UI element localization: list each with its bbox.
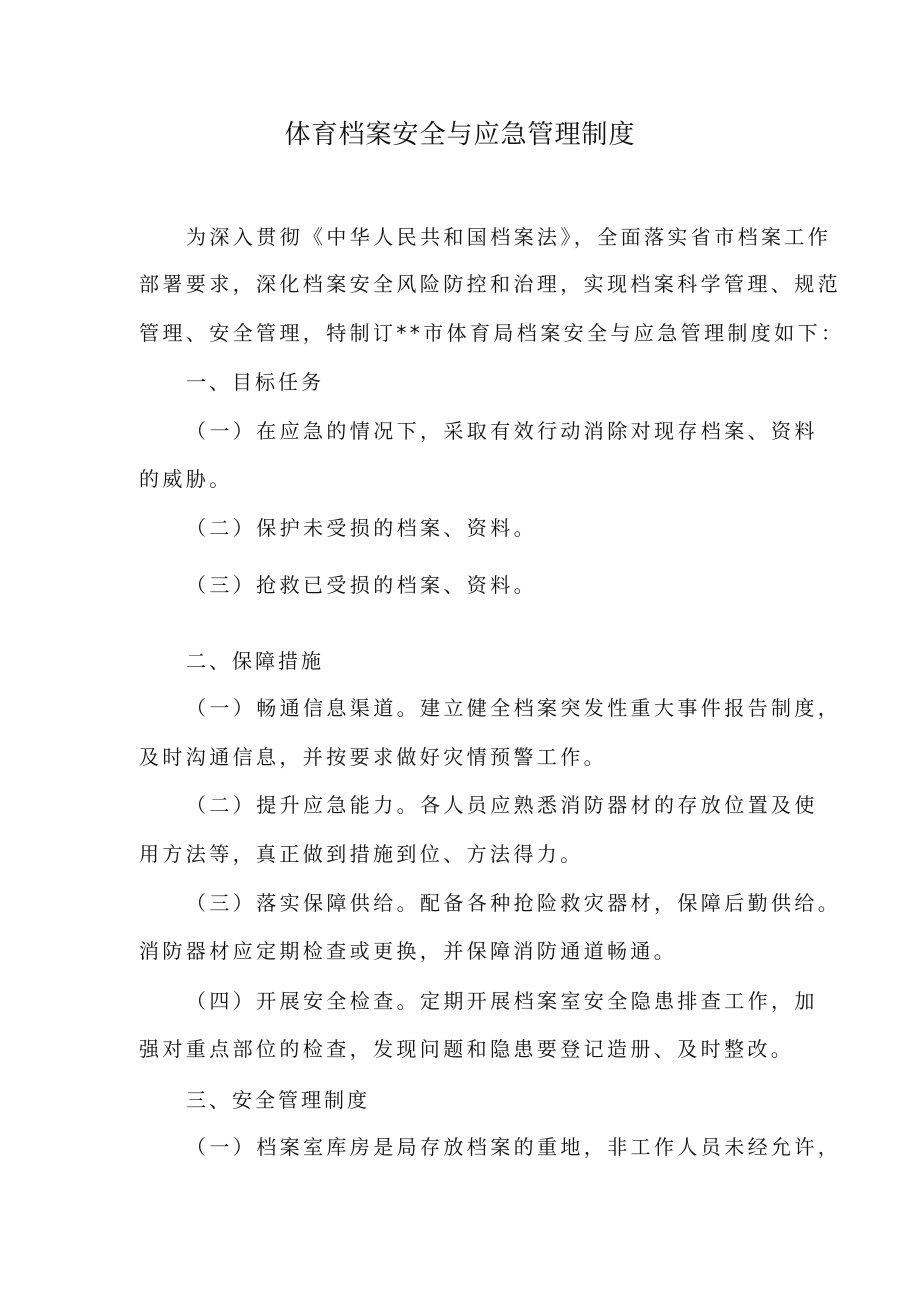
section-2-item-1-line-2: 及时沟通信息，并按要求做好灾情预警工作。	[139, 745, 607, 769]
section-2-item-3-line-2: 消防器材应定期检查或更换，并保障消防通道畅通。	[139, 939, 678, 963]
section-1-item-1-line-2: 的威胁。	[139, 467, 233, 491]
intro-line-1: 为深入贯彻《中华人民共和国档案法》，全面落实省市档案工作	[186, 225, 832, 249]
section-2-item-3-line-1: （三）落实保障供给。配备各种抢险救灾器材，保障后勤供给。	[186, 891, 842, 915]
section-1-item-2: （二）保护未受损的档案、资料。	[186, 516, 537, 540]
document-title: 体育档案安全与应急管理制度	[284, 120, 636, 150]
section-2-item-2-line-2: 用方法等，真正做到措施到位、方法得力。	[139, 842, 584, 866]
intro-line-3: 管理、安全管理，特制订**市体育局档案安全与应急管理制度如下：	[139, 321, 845, 345]
section-3-heading: 三、安全管理制度	[186, 1088, 370, 1112]
section-2-heading: 二、保障措施	[186, 649, 324, 673]
section-1-heading: 一、目标任务	[186, 370, 324, 394]
section-2-item-4-line-2: 强对重点部位的检查，发现问题和隐患要登记造册、及时整改。	[139, 1037, 795, 1061]
section-1-item-1-line-1: （一）在应急的情况下，采取有效行动消除对现存档案、资料	[186, 419, 818, 443]
section-3-item-1-line-1: （一）档案室库房是局存放档案的重地，非工作人员未经允许，	[186, 1135, 842, 1159]
section-2-item-2-line-1: （二）提升应急能力。各人员应熟悉消防器材的存放位置及使	[186, 793, 818, 817]
section-2-item-4-line-1: （四）开展安全检查。定期开展档案室安全隐患排查工作，加	[186, 989, 818, 1013]
section-1-item-3: （三）抢救已受损的档案、资料。	[186, 573, 537, 597]
section-2-item-1-line-1: （一）畅通信息渠道。建立健全档案突发性重大事件报告制度，	[186, 696, 842, 720]
intro-line-2: 部署要求，深化档案安全风险防控和治理，实现档案科学管理、规范	[139, 272, 841, 296]
